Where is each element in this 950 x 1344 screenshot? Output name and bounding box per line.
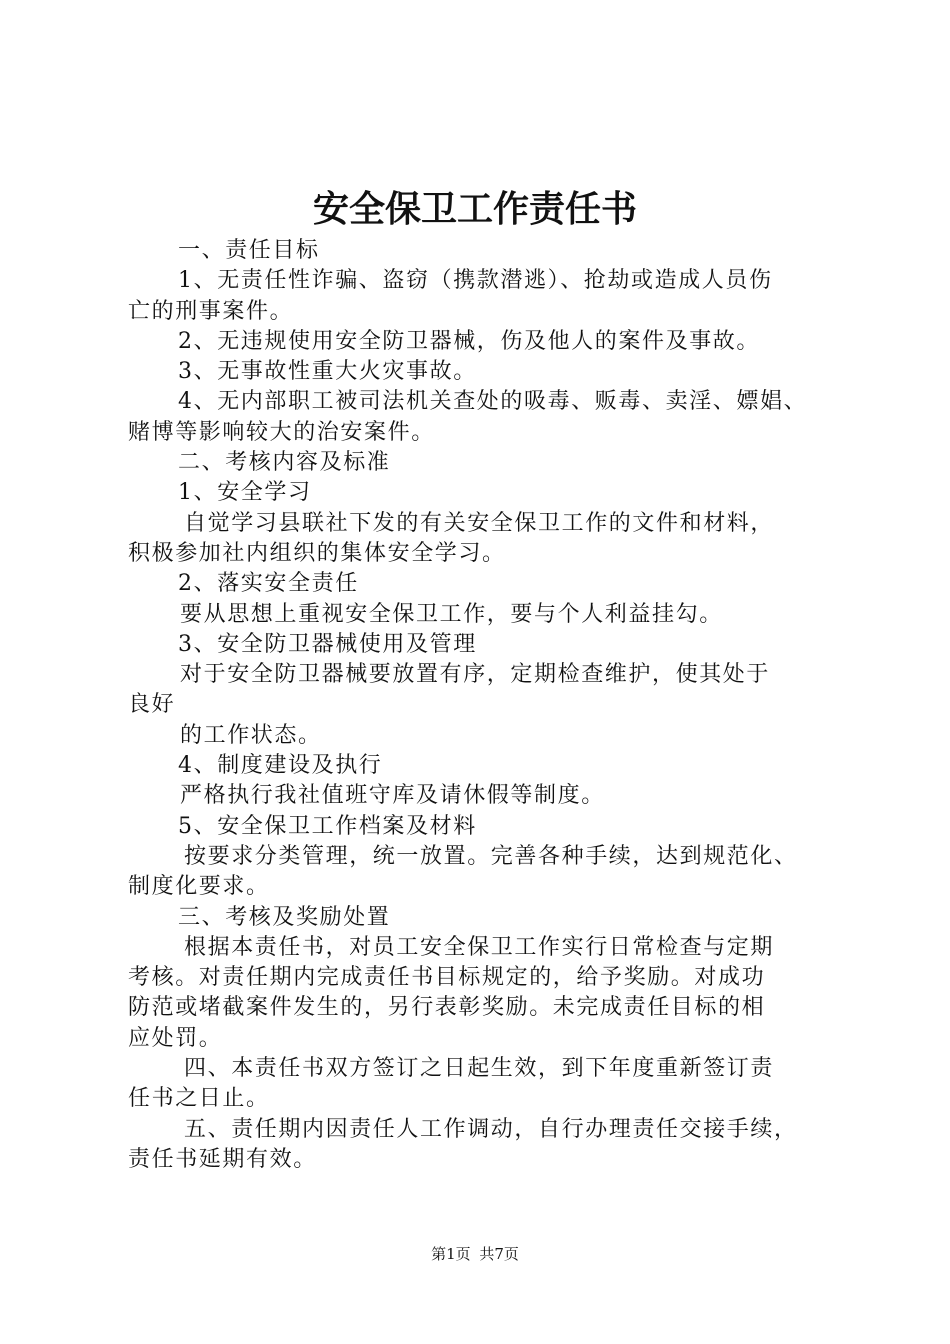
paragraph-line: 亡的刑事案件。	[128, 298, 294, 324]
subsection-heading: 3、安全防卫器械使用及管理	[178, 631, 477, 657]
paragraph-line: 赌博等影响较大的治安案件。	[128, 419, 435, 445]
page-total: 共7页	[479, 1245, 519, 1263]
paragraph-line: 防范或堵截案件发生的，另行表彰奖励。未完成责任目标的相	[128, 995, 766, 1021]
paragraph-line: 积极参加社内组织的集体安全学习。	[128, 540, 506, 566]
paragraph-line: 的工作状态。	[180, 722, 322, 748]
paragraph-line: 任书之日止。	[128, 1086, 270, 1112]
page-number: 第1页	[431, 1245, 471, 1263]
paragraph-line: 要从思想上重视安全保卫工作，要与个人利益挂勾。	[180, 601, 723, 627]
paragraph-line: 自觉学习县联社下发的有关安全保卫工作的文件和材料，	[184, 510, 775, 536]
page-footer	[0, 1244, 950, 1264]
paragraph-line: 2、无违规使用安全防卫器械，伤及他人的案件及事故。	[178, 328, 760, 354]
subsection-heading: 4、制度建设及执行	[178, 753, 383, 779]
section-heading-4: 四、本责任书双方签订之日起生效，到下年度重新签订责	[184, 1056, 775, 1082]
section-heading-2: 二、考核内容及标准	[178, 450, 391, 476]
subsection-heading: 5、安全保卫工作档案及材料	[178, 813, 477, 839]
paragraph-line: 良好	[128, 692, 176, 718]
paragraph-line: 4、无内部职工被司法机关查处的吸毒、贩毒、卖淫、嫖娼、	[178, 389, 808, 415]
paragraph-line: 严格执行我社值班守库及请休假等制度。	[180, 783, 605, 809]
paragraph-line: 制度化要求。	[128, 874, 270, 900]
paragraph-line: 责任书延期有效。	[128, 1146, 317, 1172]
paragraph-line: 考核。对责任期内完成责任书目标规定的，给予奖励。对成功	[128, 965, 766, 991]
paragraph-line: 按要求分类管理，统一放置。完善各种手续，达到规范化、	[184, 843, 798, 869]
subsection-heading: 2、落实安全责任	[178, 571, 359, 597]
document-title: 安全保卫工作责任书	[312, 188, 637, 230]
subsection-heading: 1、安全学习	[178, 480, 312, 506]
paragraph-line: 应处罚。	[128, 1025, 223, 1051]
section-heading-3: 三、考核及奖励处置	[178, 904, 391, 930]
document-body	[128, 236, 840, 1175]
paragraph-line: 1、无责任性诈骗、盗窃（携款潜逃）、抢劫或造成人员伤	[178, 268, 773, 294]
paragraph-line: 根据本责任书，对员工安全保卫工作实行日常检查与定期	[184, 934, 775, 960]
paragraph-line: 3、无事故性重大火灾事故。	[178, 359, 477, 385]
section-heading-5: 五、责任期内因责任人工作调动，自行办理责任交接手续，	[184, 1116, 798, 1142]
paragraph-line: 对于安全防卫器械要放置有序，定期检查维护，使其处于	[180, 662, 771, 688]
section-heading-1: 一、责任目标	[178, 238, 320, 263]
